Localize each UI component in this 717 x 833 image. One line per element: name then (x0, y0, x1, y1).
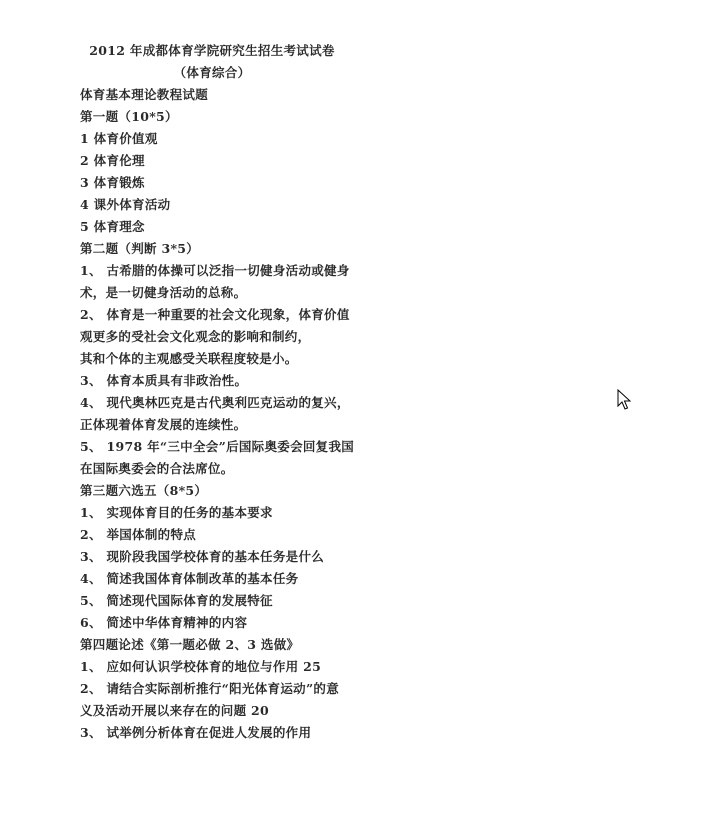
document-line: 4、 简述我国体育体制改革的基本任务 (80, 571, 299, 586)
document-line: 1 体育价值观 (80, 131, 158, 146)
document-line: 3、 体育本质具有非政治性。 (80, 373, 248, 388)
document-line: 其和个体的主观感受关联程度较是小。 (80, 351, 298, 366)
exam-document (80, 40, 370, 744)
document-title: 2012 年成都体育学院研究生招生考试试卷 (89, 43, 335, 58)
document-body (80, 84, 370, 744)
document-line: 义及活动开展以来存在的问题 20 (80, 703, 270, 718)
document-line: 5、 1978 年“三中全会”后国际奥委会回复我国 (80, 439, 355, 454)
document-line: 4 课外体育活动 (80, 197, 171, 212)
document-line: 2、 体育是一种重要的社会文化现象，体育价值 (80, 307, 350, 322)
document-line: 2 体育伦理 (80, 153, 145, 168)
document-line: 3 体育锻炼 (80, 175, 145, 190)
document-subtitle: （体育综合） (173, 65, 251, 80)
document-line: 1、 古希腊的体操可以泛指一切健身活动或健身 (80, 263, 350, 278)
document-line: 5、 简述现代国际体育的发展特征 (80, 593, 273, 608)
document-line: 第二题（判断 3*5） (80, 241, 200, 256)
document-line: 5 体育理念 (80, 219, 145, 234)
document-line: 第一题（10*5） (80, 109, 178, 124)
document-line: 术，是一切健身活动的总称。 (80, 285, 247, 300)
document-line: 正体现着体育发展的连续性。 (80, 417, 247, 432)
document-line: 2、 请结合实际剖析推行“阳光体育运动”的意 (80, 681, 340, 696)
document-line: 体育基本理论教程试题 (80, 87, 209, 102)
document-line: 3、 现阶段我国学校体育的基本任务是什么 (80, 549, 325, 564)
document-line: 6、 简述中华体育精神的内容 (80, 615, 248, 630)
document-line: 3、 试举例分析体育在促进人发展的作用 (80, 725, 312, 740)
document-line: 观更多的受社会文化观念的影响和制约， (80, 329, 311, 344)
document-line: 第四题论述《第一题必做 2、3 选做》 (80, 637, 300, 652)
document-line: 2、 举国体制的特点 (80, 527, 197, 542)
document-line: 1、 实现体育目的任务的基本要求 (80, 505, 273, 520)
document-line: 第三题六选五（8*5） (80, 483, 208, 498)
document-line: 4、 现代奥林匹克是古代奥利匹克运动的复兴， (80, 395, 350, 410)
mouse-cursor-icon (617, 389, 631, 411)
document-line: 在国际奥委会的合法席位。 (80, 461, 234, 476)
document-line: 1、 应如何认识学校体育的地位与作用 25 (80, 659, 322, 674)
